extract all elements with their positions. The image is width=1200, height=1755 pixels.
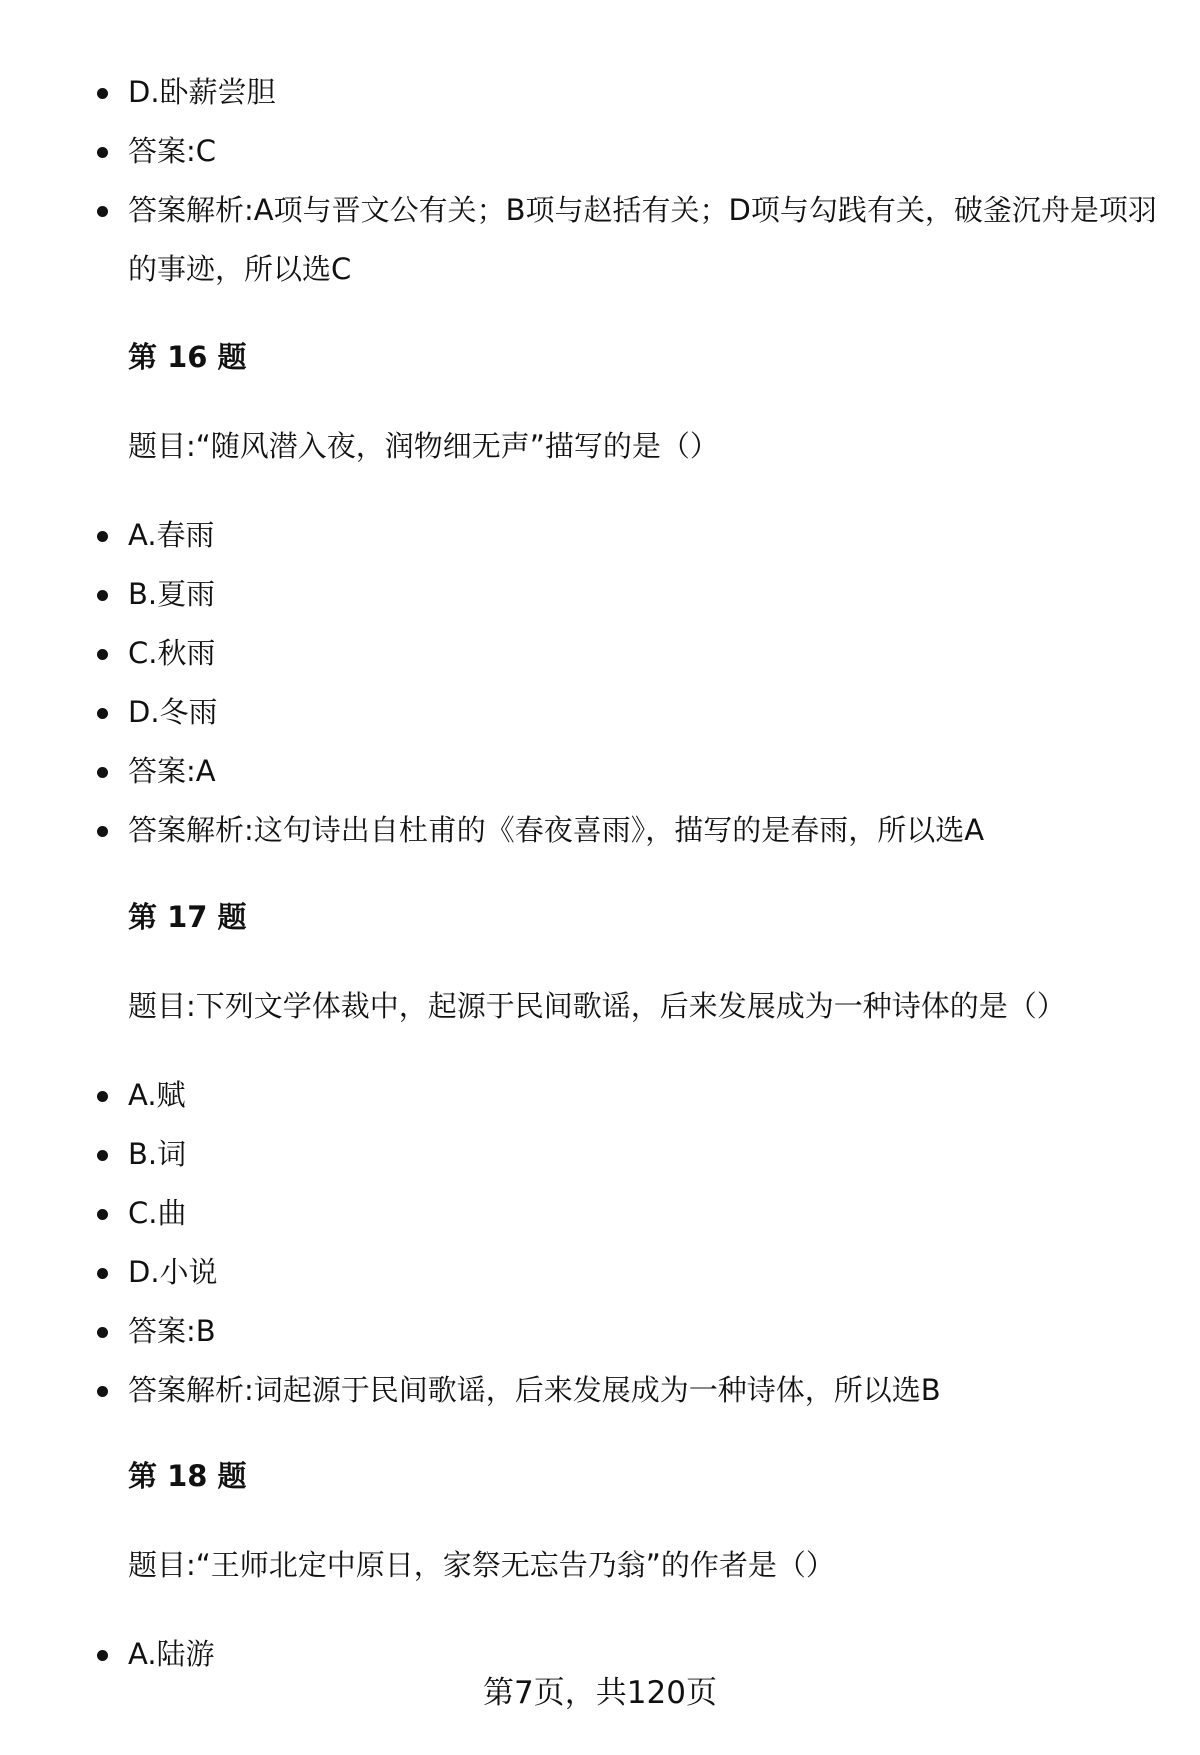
option-d: D.小说 — [128, 1255, 218, 1289]
answer: 答案:B — [128, 1314, 216, 1348]
bullet — [97, 708, 108, 719]
question-heading: 第 18 题 — [128, 1459, 247, 1493]
bullet — [97, 1327, 108, 1338]
bullet — [97, 531, 108, 542]
list-item — [0, 1125, 1200, 1184]
q15-option-list — [0, 63, 1200, 299]
bullet — [97, 206, 108, 217]
option-a: A.春雨 — [128, 518, 215, 552]
analysis: 答案解析:A项与晋文公有关；B项与赵括有关；D项与勾践有关，破釜沉舟是项羽的事迹，所以选C — [128, 193, 1157, 286]
analysis: 答案解析:这句诗出自杜甫的《春夜喜雨》，描写的是春雨，所以选A — [128, 813, 985, 847]
list-item — [0, 742, 1200, 801]
analysis: 答案解析:词起源于民间歌谣，后来发展成为一种诗体，所以选B — [128, 1373, 941, 1407]
bullet — [97, 767, 108, 778]
list-item — [0, 181, 1200, 299]
option-a: A.赋 — [128, 1078, 186, 1112]
list-item — [0, 801, 1200, 860]
list-item — [0, 565, 1200, 624]
bullet — [97, 88, 108, 99]
option-b: B.词 — [128, 1137, 187, 1171]
bullet — [97, 1650, 108, 1661]
bullet — [97, 1386, 108, 1397]
bullet — [97, 826, 108, 837]
list-item — [0, 1243, 1200, 1302]
question-stem: 题目:“王师北定中原日，家祭无忘告乃翁”的作者是（） — [128, 1548, 835, 1582]
question-stem: 题目:下列文学体裁中，起源于民间歌谣，后来发展成为一种诗体的是（） — [128, 989, 1066, 1023]
option-c: C.秋雨 — [128, 636, 216, 670]
bullet — [97, 147, 108, 158]
option-d: D.卧薪尝胆 — [128, 75, 276, 109]
option-c: C.曲 — [128, 1196, 187, 1230]
question-heading: 第 16 题 — [128, 340, 247, 374]
question-stem: 题目:“随风潜入夜，润物细无声”描写的是（） — [128, 429, 719, 463]
answer: 答案:A — [128, 754, 216, 788]
bullet — [97, 1209, 108, 1220]
list-item — [0, 624, 1200, 683]
option-d: D.冬雨 — [128, 695, 218, 729]
list-item — [0, 1184, 1200, 1243]
list-item — [0, 1066, 1200, 1125]
bullet — [97, 1268, 108, 1279]
list-item — [0, 1302, 1200, 1361]
list-item — [0, 506, 1200, 565]
list-item — [0, 1361, 1200, 1420]
q17-option-list — [0, 1066, 1200, 1420]
bullet — [97, 590, 108, 601]
option-a: A.陆游 — [128, 1637, 215, 1671]
list-item — [0, 683, 1200, 742]
list-item — [0, 122, 1200, 181]
bullet — [97, 649, 108, 660]
q16-option-list — [0, 506, 1200, 860]
list-item — [0, 63, 1200, 122]
bullet — [97, 1091, 108, 1102]
bullet — [97, 1150, 108, 1161]
page-indicator: 第7页，共120页 — [483, 1675, 717, 1711]
option-b: B.夏雨 — [128, 577, 216, 611]
answer: 答案:C — [128, 134, 217, 168]
question-heading: 第 17 题 — [128, 900, 247, 934]
